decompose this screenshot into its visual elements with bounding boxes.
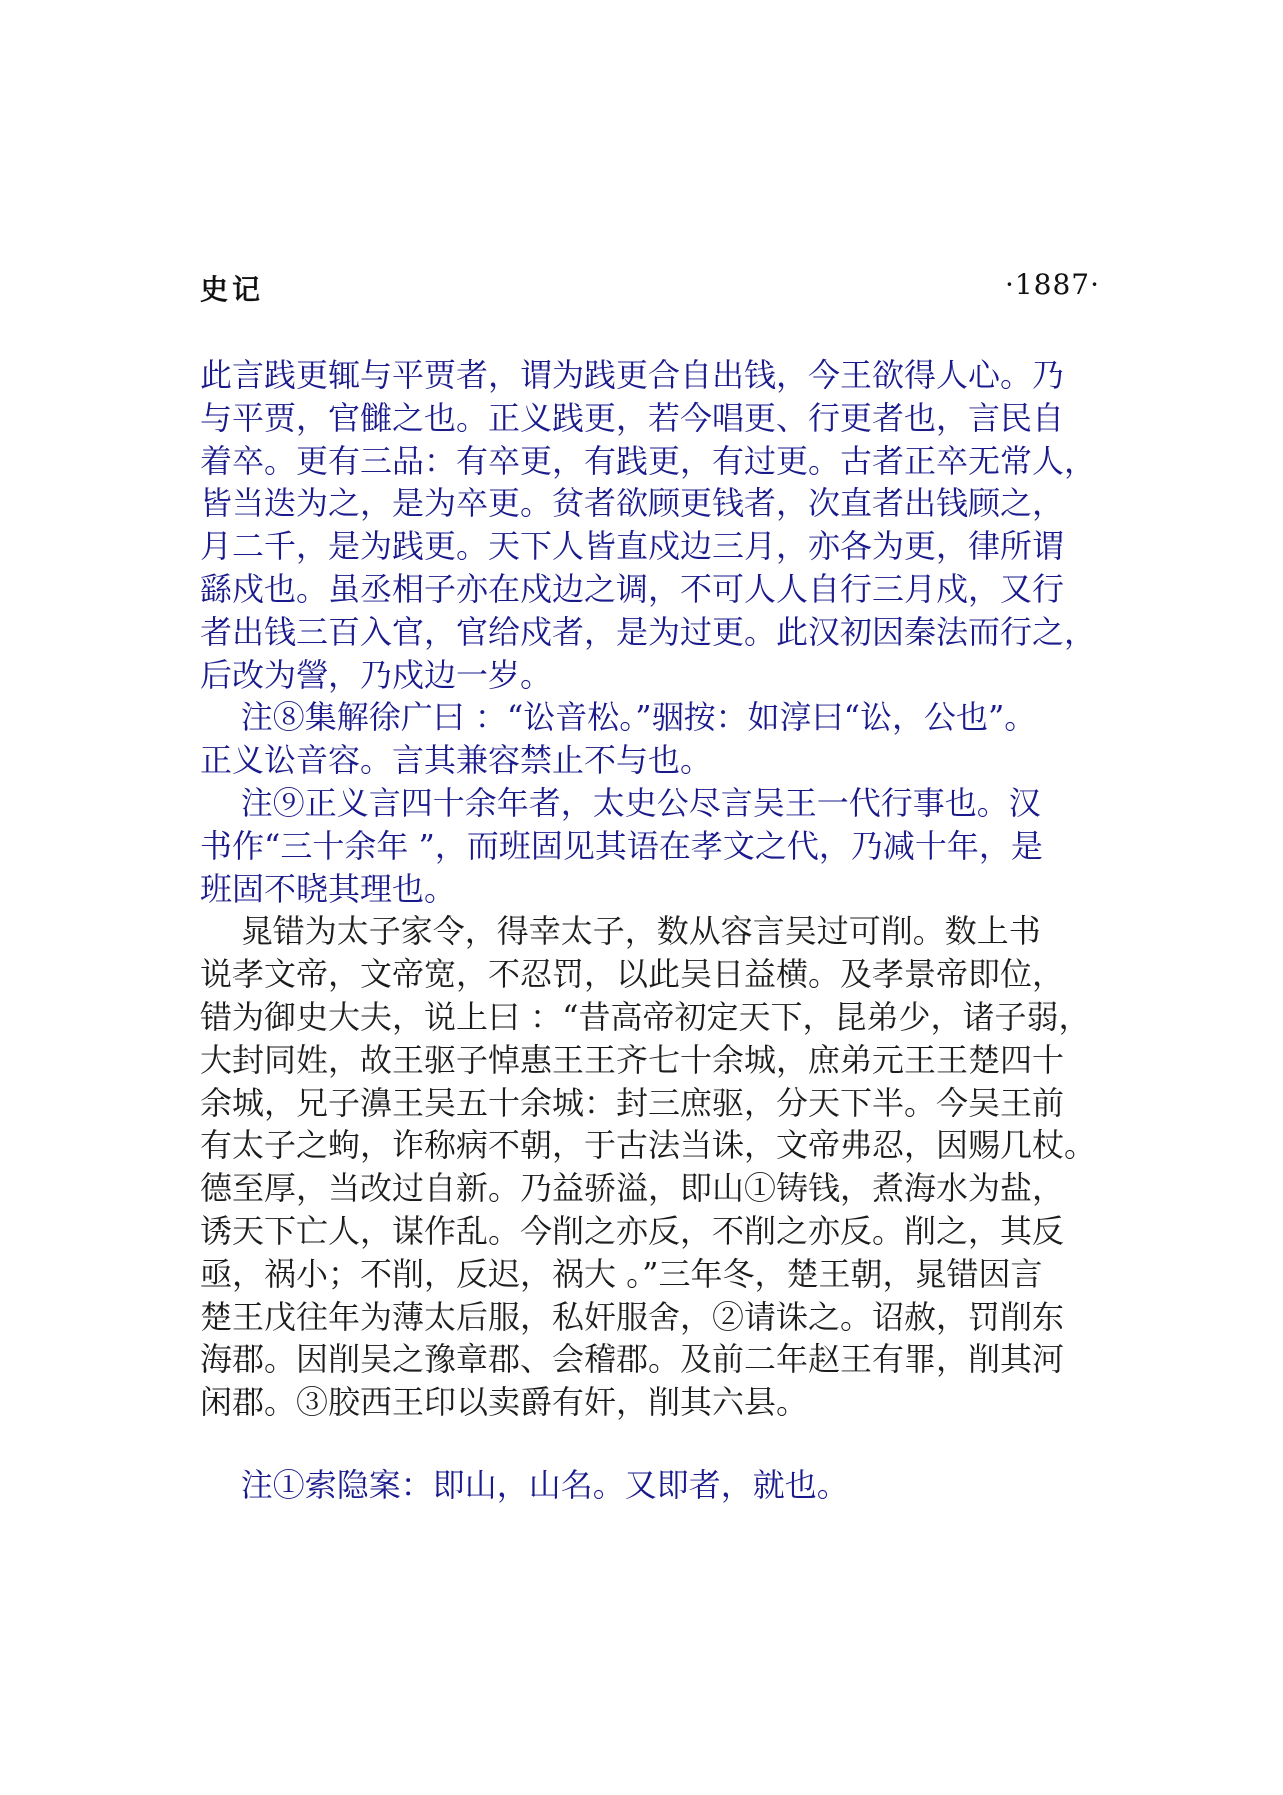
annotation-paragraph: 注①索隐案：即山，山名。又即者，就也。	[200, 1465, 849, 1504]
annotation-paragraph: 此言践更辄与平贾者，谓为践更合自出钱，今王欲得人心。乃 与平贾，官雠之也。正义践更，若今唱更、行更者也，言民自 着卒。更有三品：有卒更，有践更，有过更。古者正卒无常人， 皆当迭为之，是为卒更。贫者欲顾更钱者，次直者出钱顾之， 月二千，是为践更。天下人皆直戍边三月，亦各为更，律所谓 繇戍也。虽丞相子亦在戍边之调，不可人人自行三月戍，又行 者出钱三百入官，官给戍者，是为过更。此汉初因秦法而行之， 后改为謍，乃戍边一岁。	[200, 356, 1097, 694]
text-body	[200, 354, 1100, 1507]
annotation-paragraph: 注⑧集解徐广曰 ：“讼音松。”骃按：如淳曰“讼，公也”。 正义讼音容。言其兼容禁止不与也。	[200, 698, 1037, 780]
page-number: ·1887·	[1004, 268, 1100, 301]
running-header	[200, 268, 1100, 308]
book-title: 史记	[200, 273, 265, 306]
paragraph-spacer	[200, 1424, 1100, 1464]
main-text-paragraph: 晁错为太子家令，得幸太子，数从容言吴过可削。数上书 说孝文帝，文帝宽，不忍罚，以此吴日益横。及孝景帝即位， 错为御史大夫，说上曰 ：“昔高帝初定天下，昆弟少，诸子弱， 大封同姓，故王驱子悼惠王王齐七十余城，庶弟元王王楚四十 余城，兄子濞王吴五十余城：封三庶驱，分天下半。今吴王前 有太子之蚼，诈称病不朝，于古法当诛，文帝弗忍，因赐几杖。 德至厚，当改过自新。乃益骄溢，即山①铸钱，煮海水为盐， 诱天下亡人，谋作乱。今削之亦反，不削之亦反。削之，其反 亟，祸小；不削，反迟，祸大 。”三年冬，楚王朝，晁错因言 楚王戊往年为薄太后服，私奸服舍，②请诛之。诏赦，罚削东 海郡。因削吴之豫章郡、会稽郡。及前二年赵王有罪，削其河 闲郡。③胶西王印以卖爵有奸，削其六县。	[200, 912, 1097, 1422]
annotation-paragraph: 注⑨正义言四十余年者，太史公尽言吴王一代行事也。汉 书作“三十余年 ”，而班固见其语在孝文之代，乃减十年，是 班固不晓其理也。	[200, 783, 1043, 908]
